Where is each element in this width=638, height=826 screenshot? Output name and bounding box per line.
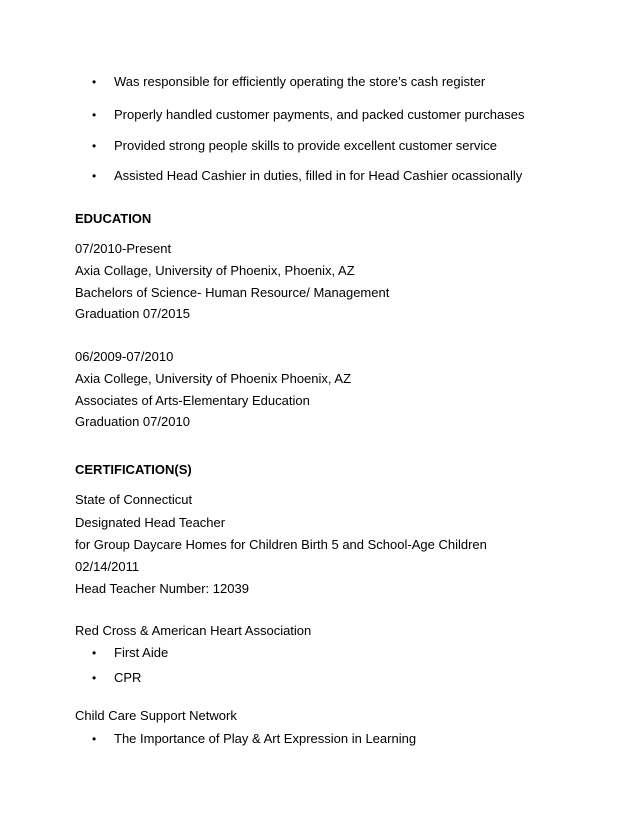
bullet-icon: •: [92, 75, 97, 89]
cert-scope: for Group Daycare Homes for Children Birth 5 and School-Age Children: [75, 537, 487, 552]
red-cross-item: [92, 645, 168, 661]
child-care-item: [92, 731, 416, 747]
bullet-icon: •: [92, 139, 97, 153]
experience-bullet: [92, 138, 497, 154]
bullet-text: Provided strong people skills to provide excellent customer service: [114, 138, 497, 153]
education-school: Axia Collage, University of Phoenix, Phoenix, AZ: [75, 263, 355, 278]
experience-bullet: [92, 74, 485, 90]
bullet-text: The Importance of Play & Art Expression in Learning: [114, 731, 417, 746]
education-degree: Associates of Arts-Elementary Education: [75, 393, 310, 408]
bullet-icon: •: [92, 732, 97, 746]
bullet-text: CPR: [114, 670, 142, 685]
certification-heading: CERTIFICATION(S): [75, 462, 192, 477]
child-care-title: Child Care Support Network: [75, 708, 237, 723]
bullet-icon: •: [92, 646, 97, 660]
bullet-text: Properly handled customer payments, and packed customer purchases: [114, 107, 525, 122]
bullet-icon: •: [92, 671, 97, 685]
education-graduation: Graduation 07/2010: [75, 414, 190, 429]
education-graduation: Graduation 07/2015: [75, 306, 190, 321]
red-cross-title: Red Cross & American Heart Association: [75, 623, 312, 638]
cert-state: State of Connecticut: [75, 492, 193, 507]
education-dates: 07/2010-Present: [75, 241, 172, 256]
bullet-text: Was responsible for efficiently operating the store’s cash register: [114, 74, 486, 89]
bullet-text: First Aide: [114, 645, 169, 660]
bullet-icon: •: [92, 169, 97, 183]
bullet-icon: •: [92, 108, 97, 122]
education-school: Axia College, University of Phoenix Phoenix, AZ: [75, 371, 352, 386]
experience-bullet: [92, 107, 524, 123]
education-degree: Bachelors of Science- Human Resource/ Management: [75, 285, 390, 300]
red-cross-item: [92, 670, 141, 686]
bullet-text: Assisted Head Cashier in duties, filled in for Head Cashier ocassionally: [114, 168, 523, 183]
experience-bullet: [92, 168, 522, 184]
cert-date: 02/14/2011: [75, 559, 140, 574]
education-heading: EDUCATION: [75, 211, 152, 226]
cert-number: Head Teacher Number: 12039: [75, 581, 249, 596]
cert-title: Designated Head Teacher: [75, 515, 226, 530]
education-dates: 06/2009-07/2010: [75, 349, 174, 364]
